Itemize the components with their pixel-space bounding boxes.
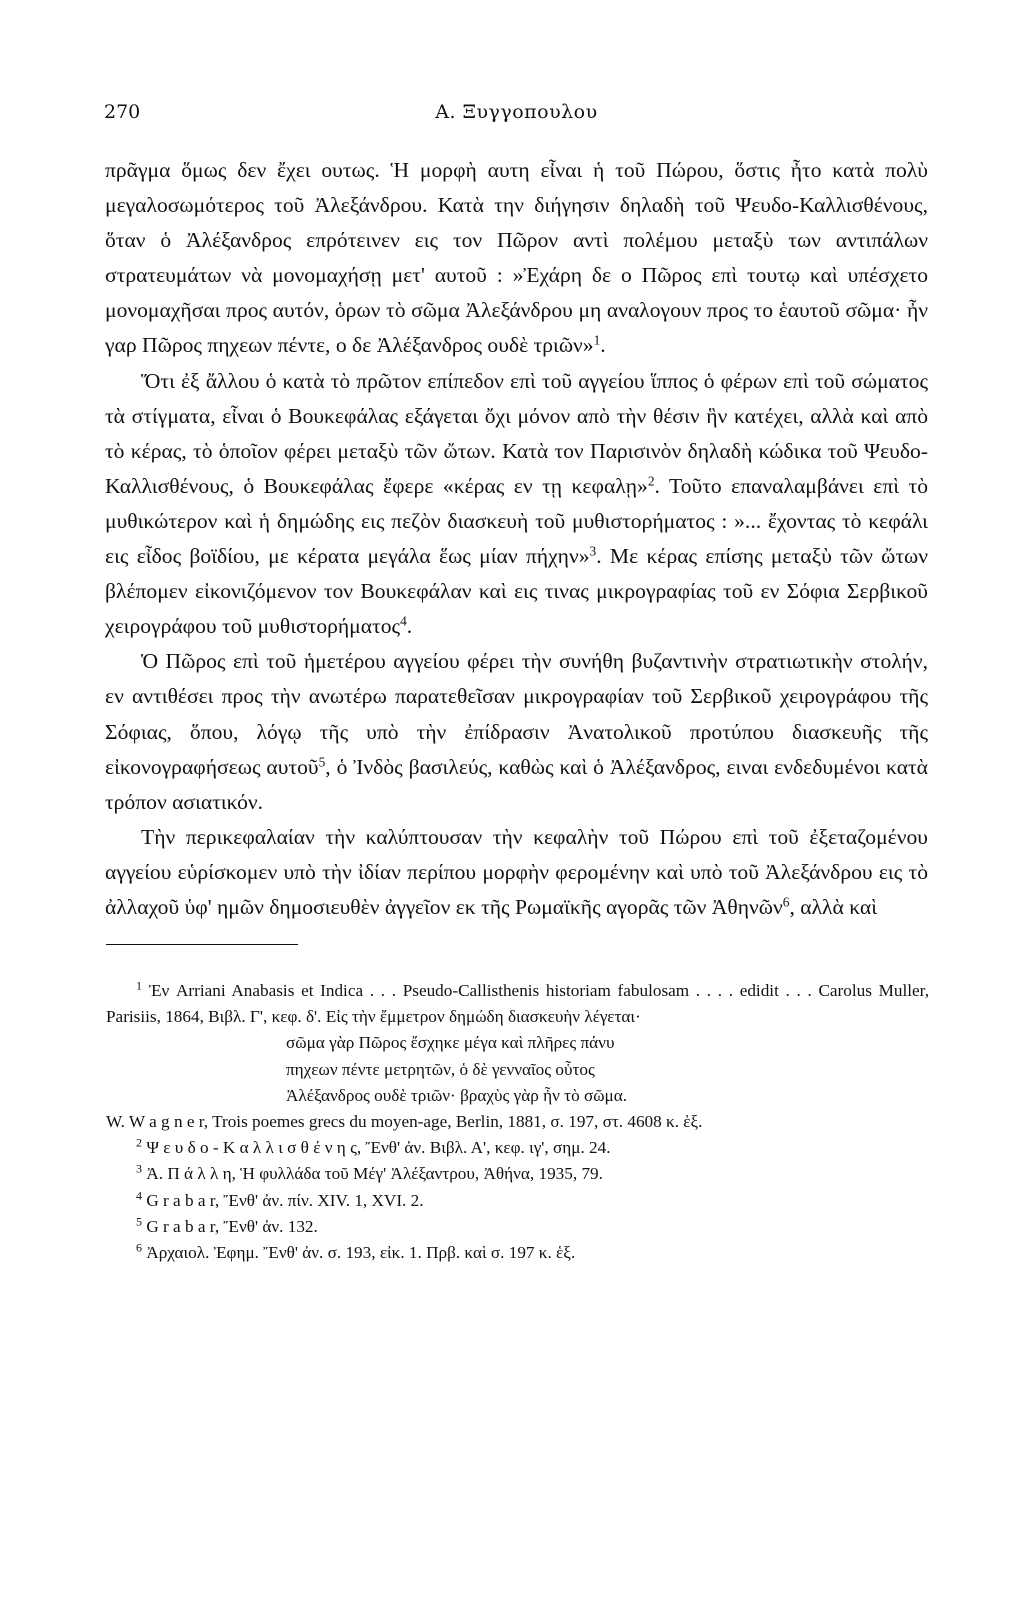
footnote-4-text: G r a b a r, Ἔνθ' ἀν. πίν. XIV. 1, XVI. 2.: [146, 1190, 424, 1210]
footnote-1-continuation: W. W a g n e r, Trois poemes grecs du moyen-age, Berlin, 1881, σ. 197, στ. 4608 κ. ἑξ.: [106, 1112, 703, 1132]
footnote-6-number: 6: [136, 1240, 143, 1255]
footnote-1-verse-3: Ἀλέξανδρος ουδὲ τριῶν· βραχὺς γὰρ ἦν τὸ σῶμα.: [286, 1085, 628, 1105]
footnote-2-text: Ψ ε υ δ ο - Κ α λ λ ι σ θ έ ν η ς, Ἔνθ' ἀν. Βιβλ. Α', κεφ. ιγ', σημ. 24.: [146, 1138, 611, 1158]
footnote-3: [106, 1161, 929, 1187]
footnote-divider: [106, 944, 298, 945]
footnote-4-number: 4: [136, 1188, 143, 1203]
footnote-ref-5: 5: [318, 754, 326, 770]
footnote-2-number: 2: [136, 1135, 143, 1150]
paragraph-4: [105, 820, 928, 925]
footnote-1-number: 1: [136, 978, 143, 993]
paragraph-2-end: .: [406, 614, 413, 639]
footnotes: [106, 978, 929, 1266]
footnote-ref-2: 2: [647, 473, 655, 489]
footnote-3-text: Ἀ. Π ά λ λ η, Ἡ φυλλάδα τοῦ Μέγ' Ἀλέξαντρου, Ἀθήνα, 1935, 79.: [146, 1164, 603, 1184]
paragraph-2-text-c: . Με κέρας επίσης μεταξὺ τῶν ὤτων βλέπομεν εἰκονιζόμενον τον Βουκεφάλαν καὶ εις τινας μικρογραφίας τοῦ εν Σόφια Σερβικοῦ χειρογράφου τοῦ μυθιστορήματος: [105, 544, 928, 639]
running-title: A. Ξυγγοπουλου: [435, 101, 598, 123]
paragraph-4-text-a: Τὴν περικεφαλαίαν τὴν καλύπτουσαν τὴν κεφαλὴν τοῦ Πώρου επὶ τοῦ ἐξεταζομένου αγγείου εὑρίσκομεν υπὸ τὴν ἰδίαν περίπου μορφὴν φερομένην καὶ υπὸ τοῦ Ἀλεξάνδρου εις τὸ ἀλλαχοῦ ὑφ' ημῶν δημοσιευθὲν ἀγγεῖον εκ τῆς Ρωμαϊκῆς αγορᾶς τῶν Ἀθηνῶν: [105, 824, 928, 919]
footnote-5-number: 5: [136, 1214, 143, 1229]
footnote-ref-1: 1: [593, 333, 601, 349]
paragraph-3-text-b: , ὁ Ἰνδὸς βασιλεύς, καθὼς καὶ ὁ Ἀλέξανδρος, ειναι ενδεδυμένοι κατὰ τρόπον ασιατικόν.: [105, 754, 928, 814]
footnote-5-text: G r a b a r, Ἔνθ' ἀν. 132.: [146, 1216, 318, 1236]
paragraph-2-text-a: Ὅτι ἐξ ἄλλου ὁ κατὰ τὸ πρῶτον επίπεδον επὶ τοῦ αγγείου ἵππος ὁ φέρων επὶ τοῦ σώματος τὰ στίγματα, εἶναι ὁ Βουκεφάλας εξάγεται ὄχι μόνον απὸ τὴν θέσιν ἣν κατέχει, αλλὰ καὶ απὸ τὸ κέρας, τὸ ὁποῖον φέρει μεταξὺ τῶν ὤτων. Κατὰ τον Παρισινὸν δηλαδὴ κώδικα τοῦ Ψευδο-Καλλισθένους, ὁ Βουκεφάλας ἔφερε «κέρας εν τῃ κεφαλῃ»: [105, 368, 928, 498]
footnote-1-text: Ἐν Arriani Anabasis et Indica . . . Pseudo-Callisthenis historiam fabulosam . . . . edidit . . . Carolus Muller, Parisiis, 1864, Βιβλ. Γ', κεφ. δ'. Εἰς τὴν ἔμμετρον δημώδη διασκευὴν λέγεται·: [106, 981, 929, 1027]
footnote-4: [106, 1188, 929, 1214]
main-text: [105, 153, 928, 925]
page-number: 270: [104, 101, 141, 123]
footnote-ref-3: 3: [589, 543, 597, 559]
footnote-3-number: 3: [136, 1161, 143, 1176]
footnote-ref-6: 6: [782, 894, 790, 910]
paragraph-1: [105, 153, 928, 364]
paragraph-2: [105, 364, 928, 645]
footnote-2: [106, 1135, 929, 1161]
footnote-1: [106, 978, 929, 1030]
paragraph-3: [105, 644, 928, 819]
footnote-ref-4: 4: [400, 613, 407, 629]
footnote-1-verse-2: πηχεων πέντε μετρητῶν, ὁ δὲ γενναῖος οὗτος: [286, 1059, 595, 1079]
footnote-1-verse-1: σῶμα γὰρ Πῶρος ἔσχηκε μέγα καὶ πλῆρες πάνυ: [286, 1033, 615, 1053]
page-header: [104, 101, 929, 131]
paragraph-1-text: πρᾶγμα ὅμως δεν ἔχει ουτως. Ἡ μορφὴ αυτη εἶναι ἡ τοῦ Πώρου, ὅστις ἦτο κατὰ πολὺ μεγαλοσωμότερος τοῦ Ἀλεξάνδρου. Κατὰ την διήγησιν δηλαδὴ τοῦ Ψευδο-Καλλισθένους, ὅταν ὁ Ἀλέξανδρος επρότεινεν εις τον Πῶρον αντὶ πολέμου μεταξὺ των αντιπάλων στρατευμάτων νὰ μονομαχήσῃ μετ' αυτοῦ : »Ἐχάρη δε ο Πῶρος επὶ τουτῳ καὶ υπέσχετο μονομαχῆσαι προς αυτόν, ὁρων τὸ σῶμα Ἀλεξάνδρου μη αναλογουν προς το ἑαυτοῦ σῶμα· ἦν γαρ Πῶρος πηχεων πέντε, ο δε Ἀλέξανδρος ουδὲ τριῶν»: [105, 158, 928, 358]
paragraph-4-text-b: , αλλὰ καὶ: [789, 894, 878, 919]
footnote-6: [106, 1240, 929, 1266]
footnote-6-text: Ἀρχαιολ. Ἐφημ. Ἔνθ' ἀν. σ. 193, εἰκ. 1. Πρβ. καὶ σ. 197 κ. ἑξ.: [146, 1243, 576, 1263]
paragraph-3-text-a: Ὁ Πῶρος επὶ τοῦ ἡμετέρου αγγείου φέρει τὴν συνήθη βυζαντινὴν στρατιωτικὴν στολήν, εν αντιθέσει προς τὴν ανωτέρω παρατεθεῖσαν μικρογραφίαν τοῦ Σερβικοῦ χειρογράφου τῆς Σόφιας, ὅπου, λόγῳ τῆς υπὸ τὴν ἐπίδρασιν Ἀνατολικοῦ προτύπου διασκευῆς τῆς εἰκονογραφήσεως αυτοῦ: [105, 649, 928, 779]
paragraph-2-text-b: . Τοῦτο επαναλαμβάνει επὶ τὸ μυθικώτερον καὶ ἡ δημώδης εις πεζὸν διασκευὴ τοῦ μυθιστορήματος : »... ἔχοντας τὸ κεφάλι εις εἶδος βοϊδίου, με κέρατα μεγάλα ἕως μίαν πήχην»: [105, 473, 929, 569]
paragraph-1-end: .: [600, 333, 606, 358]
footnote-5: [106, 1214, 929, 1240]
